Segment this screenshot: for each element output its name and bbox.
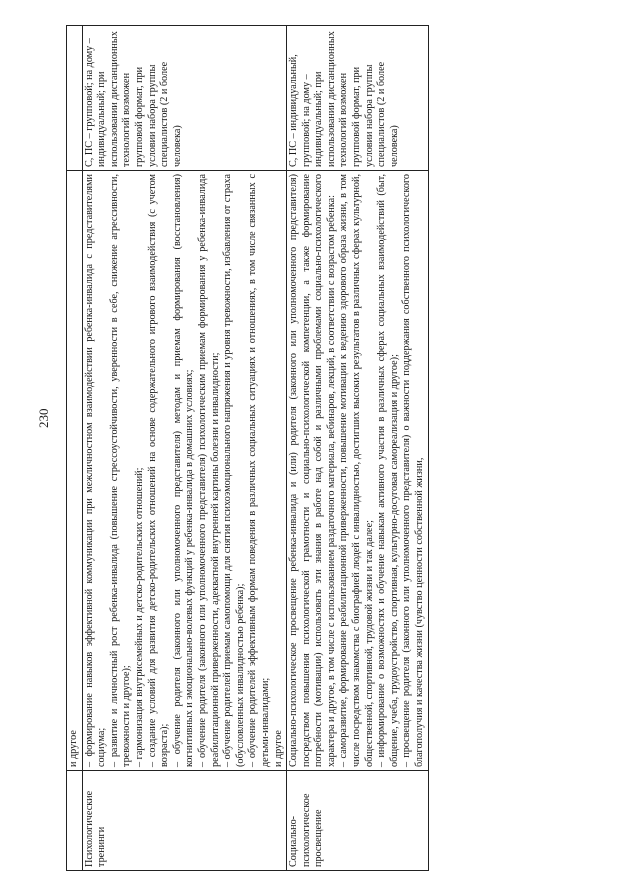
- list-item: – просвещение родителя (законного или уполномоченного представителя) о важности поддержания собственного психологического благополучия и качества жизни (чувство ценности собственной жизни,: [401, 174, 426, 767]
- service-content-cell: [287, 171, 429, 771]
- table-cell: [67, 26, 83, 171]
- table-row: [82, 26, 287, 871]
- list-item: – гармонизация внутрисемейных и детско-родительских отношений;: [133, 467, 145, 767]
- service-name-cell: Психологические тренинги: [82, 771, 287, 871]
- table-row: [67, 26, 83, 871]
- service-name-cell: Социально-психологическое просвещение: [287, 771, 429, 871]
- table-cell: [67, 771, 83, 871]
- service-form-cell: С, ПС – индивидуальный, групповой; на дому – индивидуальный; при использовании дистанционных технологий возможен групповой формат, при условии набора группы специалистов (2 и более человека): [287, 26, 429, 171]
- list-item: и другое: [272, 730, 284, 767]
- list-item: – обучение родителя (законного или уполномоченного представителя) методам и приемам формирования (восстановления) когнитивных и эмоционально-волевых функций у ребенка-инвалида в домашних условиях;: [171, 174, 196, 767]
- service-content-cell: [82, 171, 287, 771]
- list-item: – обучение родителей эффективным формам поведения в различных социальных ситуациях и отношениях, в том числе связанных с детьми-инвалидами;: [247, 174, 271, 767]
- list-item: – обучение родителей приемам самопомощи для снятия психоэмоционального напряжения и уровня тревожности, избавления от страха (обусловленных инвалидностью ребенка);: [222, 174, 246, 767]
- list-item: Социально-психологическое просвещение ребенка-инвалида и (или) родителя (законного или уполномоченного представителя) посредством повышения психологической грамотности и социально-психологической компетенции, а также формирование потребности (мотивации) использовать эти знания в работе над собой и различными проблемами социально-психологического характера и другое, в том числе с использованием раздаточного материала, вебинаров, лекций, в соответствии с возрастом ребенка:: [288, 174, 337, 767]
- list-item: – информирование о возможностях и обучение навыкам активного участия в различных сферах социальных взаимодействий (быт, общение, учеба, трудоустройство, спортивная, культурно-досуговая самореализация и другое);: [376, 174, 400, 767]
- table-cell: и другое: [67, 171, 83, 771]
- list-item: – создание условий для развития детско-родительских отношений на основе содержательного игрового взаимодействия (с учетом возраста);: [146, 174, 171, 767]
- table-row: [287, 26, 429, 871]
- rotated-page: [66, 26, 574, 871]
- service-form-cell: С, ПС – групповой; на дому – индивидуальный; при использовании дистанционных технологий возможен групповой формат, при условии набора группы специалистов (2 и более человека): [82, 26, 287, 171]
- list-item: – развитие и личностный рост ребенка-инвалида (повышение стрессоустойчивости, уверенности в себе, снижение агрессивности, тревожности и другое);: [108, 174, 133, 767]
- services-table: [66, 25, 429, 871]
- list-item: – обучение родителя (законного или уполномоченного представителя) психологическим приемам формирования у ребенка-инвалида реабилитационной приверженности, адекватной внутренней картины болезни и инвалидности;: [196, 174, 221, 767]
- page-number: 230: [36, 408, 51, 428]
- list-item: – формирование навыков эффективной коммуникации при межличностном взаимодействии ребенка-инвалида с представителями социума;: [83, 174, 108, 767]
- list-item: – саморазвитие, формирование реабилитационной приверженности, повышение мотивации к ведению здорового образа жизни, в том числе посредством знакомства с биографией людей с инвалидностью, достигших высоких результатов в различных сферах культурной, общественной, спортивной, трудовой жизни и так далее;: [338, 174, 375, 767]
